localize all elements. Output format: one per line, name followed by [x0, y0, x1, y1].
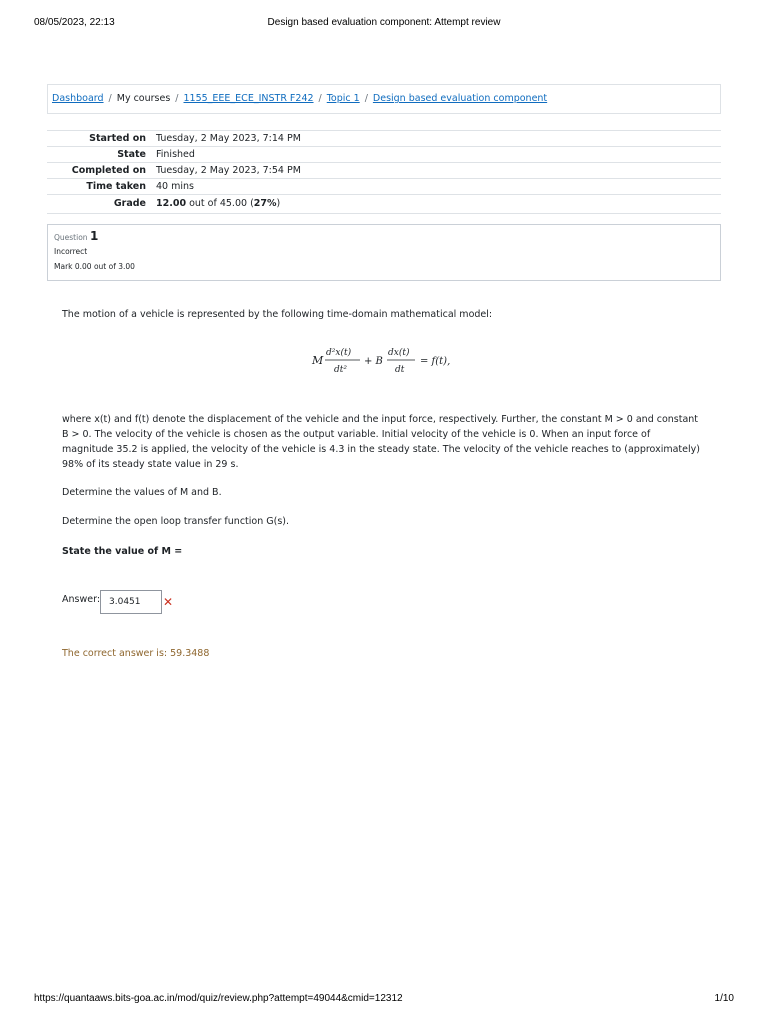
attempt-summary-table: [47, 130, 721, 214]
formula-m: M: [312, 354, 324, 367]
grade-percent: 27%: [253, 198, 277, 209]
summary-row-time-taken: [47, 179, 721, 195]
summary-value: Finished: [156, 149, 195, 160]
question-info-box: [47, 224, 721, 281]
summary-row-started: [47, 131, 721, 147]
breadcrumb-separator: /: [108, 93, 112, 104]
question-mark: Mark 0.00 out of 3.00: [54, 262, 135, 271]
print-header: [34, 17, 734, 31]
summary-value: [151, 195, 721, 214]
summary-label: Started on: [89, 133, 146, 144]
grade-outof: out of 45.00 (: [189, 198, 254, 209]
breadcrumb-course[interactable]: 1155_EEE_ECE_INSTR F242: [183, 93, 314, 104]
summary-row-grade: [47, 195, 721, 214]
print-page-number: 1/10: [714, 993, 734, 1004]
print-date: 08/05/2023, 22:13: [34, 17, 115, 28]
breadcrumb-separator: /: [364, 93, 368, 104]
question-label: Question: [54, 233, 88, 242]
breadcrumb-my-courses: My courses: [116, 93, 171, 104]
correct-answer-feedback: The correct answer is: 59.3488: [62, 648, 210, 659]
formula-plus-b: + B: [364, 356, 383, 367]
summary-label: Time taken: [86, 181, 146, 192]
summary-row-completed: [47, 163, 721, 179]
breadcrumb-dashboard[interactable]: Dashboard: [52, 93, 104, 104]
incorrect-icon: ✕: [163, 595, 174, 609]
summary-value: 40 mins: [156, 181, 194, 192]
question-task-1: Determine the values of M and B.: [62, 487, 222, 498]
formula-den2: dt: [395, 365, 405, 375]
print-footer: [34, 993, 734, 1007]
formula: [310, 342, 460, 378]
print-url: https://quantaaws.bits-goa.ac.in/mod/quiz/review.php?attempt=49044&cmid=12312: [34, 993, 403, 1004]
answer-input[interactable]: 3.0451: [100, 590, 162, 614]
summary-value: Tuesday, 2 May 2023, 7:14 PM: [156, 133, 301, 144]
question-state: Incorrect: [54, 247, 88, 256]
question-number: [54, 229, 714, 243]
question-task-2: Determine the open loop transfer function G(s).: [62, 516, 290, 527]
grade-close: ): [276, 198, 281, 209]
formula-num1: d²x(t): [326, 348, 352, 358]
formula-num2: dx(t): [388, 348, 410, 358]
breadcrumb-separator: /: [175, 93, 179, 104]
question-prompt: State the value of M =: [62, 546, 183, 557]
summary-label: Grade: [113, 198, 146, 209]
summary-row-state: [47, 147, 721, 163]
grade-score: 12.00: [156, 198, 187, 209]
formula-den1: dt²: [334, 365, 347, 375]
breadcrumb-topic[interactable]: Topic 1: [326, 93, 360, 104]
question-number-value: 1: [89, 229, 99, 243]
breadcrumb: [47, 84, 721, 114]
breadcrumb-activity[interactable]: Design based evaluation component: [372, 93, 548, 104]
formula-rhs: = f(t),: [420, 356, 451, 367]
question-body: where x(t) and f(t) denote the displacement of the vehicle and the input force, respectively. Further, the constant M > 0 and constant B > 0. The velocity of the vehicle is chosen as the output variable. Initial velocity of the vehicle is 0. When an input force of magnitude 35.2 is applied, the velocity of the vehicle is 4.3 in the steady state. The velocity of the vehicle reaches to (approximately) 98% of its steady state value in 29 s.: [62, 414, 700, 470]
summary-value: Tuesday, 2 May 2023, 7:54 PM: [156, 165, 301, 176]
summary-label: State: [117, 149, 146, 160]
question-intro: The motion of a vehicle is represented by the following time-domain mathematical model:: [62, 309, 493, 320]
breadcrumb-separator: /: [318, 93, 322, 104]
answer-label: Answer:: [62, 594, 101, 605]
summary-label: Completed on: [71, 165, 146, 176]
print-title: Design based evaluation component: Attempt review: [267, 17, 501, 28]
